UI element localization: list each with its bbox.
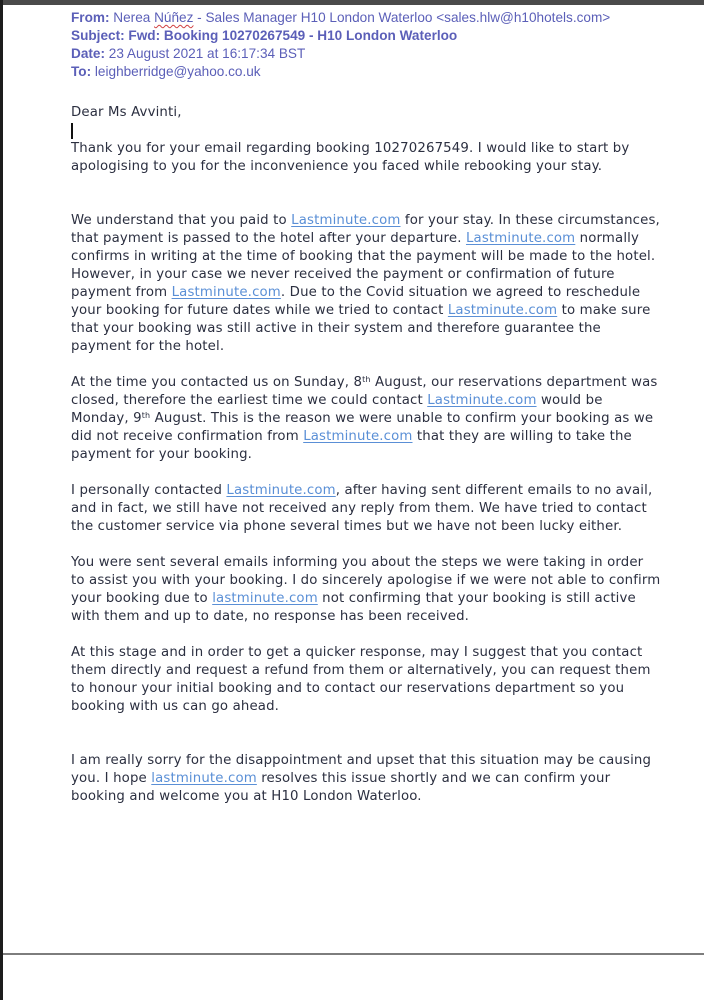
to-value: leighberridge@yahoo.co.uk <box>94 64 261 79</box>
text: not confirming that your booking is still active with them and up to date, no response has been received. <box>71 591 636 624</box>
to-label: To: <box>71 64 92 79</box>
paragraph-payment <box>71 212 661 356</box>
text: resolves this issue shortly and we can confirm your booking and welcome you at H10 London Waterloo. <box>71 771 611 804</box>
date-label: Date: <box>71 46 105 61</box>
ordinal-suffix: th <box>141 411 151 420</box>
from-row <box>71 9 610 27</box>
date-row <box>71 45 610 63</box>
text: , after having sent different emails to no avail, and in fact, we still have not received any reply from them. We have tried to contact the customer service via phone several times but we have not been lucky either. <box>71 483 653 534</box>
from-name-prefix: Nerea <box>113 10 155 25</box>
lastminute-link[interactable]: Lastminute.com <box>427 393 537 408</box>
spacer <box>71 536 661 554</box>
paragraph-personal-contact <box>71 482 661 536</box>
spacer <box>71 356 661 374</box>
subject-label: Subject: <box>71 28 125 43</box>
ordinal-suffix: th <box>362 375 371 384</box>
paragraph-apology <box>71 554 661 626</box>
text: would be Monday, 9 <box>71 393 603 426</box>
text: You were sent several emails informing you about the steps we were taking in order to assist you with your booking. I do sincerely apologise if we were not able to confirm your booking due to <box>71 555 661 606</box>
text: to make sure that your booking was still active in their system and therefore guarantee the payment for the hotel. <box>71 303 651 354</box>
spacer <box>71 176 661 212</box>
text: We understand that you paid to <box>71 213 292 228</box>
spacer <box>71 464 661 482</box>
text: I personally contacted <box>71 483 227 498</box>
text: I am really sorry for the disappointment and upset that this situation may be causing you. I hope <box>71 753 652 786</box>
lastminute-link[interactable]: Lastminute.com <box>171 285 281 300</box>
from-label: From: <box>71 10 110 25</box>
lastminute-link[interactable]: Lastminute.com <box>291 213 401 228</box>
page-divider <box>3 953 704 955</box>
text-cursor-line <box>71 122 661 140</box>
spacer <box>71 716 661 752</box>
email-body[interactable] <box>71 104 661 806</box>
subject-row <box>71 27 610 45</box>
lastminute-link[interactable]: Lastminute.com <box>447 303 558 318</box>
lastminute-link[interactable]: Lastminute.com <box>465 231 576 246</box>
email-headers <box>71 9 610 81</box>
spacer <box>71 626 661 644</box>
paragraph-suggestion: At this stage and in order to get a quicker response, may I suggest that you contact them directly and request a refund from them or alternatively, you can request them to honour your initial booking and to contact our reservations department so you booking with us can go ahead. <box>71 645 651 714</box>
text: At the time you contacted us on Sunday, 8 <box>71 375 363 390</box>
text: for your stay. In these circumstances, that payment is passed to the hotel after your departure. <box>71 213 660 246</box>
date-value: 23 August 2021 at 16:17:34 BST <box>108 46 306 61</box>
text: August. This is the reason we were unable to confirm your booking as we did not receive confirmation from <box>71 411 654 444</box>
lastminute-link[interactable]: lastminute.com <box>151 771 257 786</box>
lastminute-link[interactable]: lastminute.com <box>212 591 318 606</box>
subject-value: Fwd: Booking 10270267549 - H10 London Waterloo <box>128 28 458 43</box>
greeting: Dear Ms Avvinti, <box>71 105 182 120</box>
from-surname-spellcheck: Núñez <box>154 10 194 25</box>
paragraph-contact-timing <box>71 374 661 464</box>
text-caret <box>71 123 73 139</box>
paragraph-thank-you: Thank you for your email regarding booking 10270267549. I would like to start by apologising to you for the inconvenience you faced while rebooking your stay. <box>71 141 630 174</box>
lastminute-link[interactable]: Lastminute.com <box>226 483 336 498</box>
lastminute-link[interactable]: Lastminute.com <box>303 429 413 444</box>
text: normally confirms in writing at the time of booking that the payment will be made to the hotel. However, in your case we never received the payment or confirmation of future payment from <box>71 231 656 300</box>
text: . Due to the Covid situation we agreed to reschedule your booking for future dates while we tried to contact <box>71 285 641 318</box>
text: that they are willing to take the payment for your booking. <box>71 429 632 462</box>
to-row <box>71 63 610 81</box>
from-rest: - Sales Manager H10 London Waterloo <sales.hlw@h10hotels.com> <box>193 10 611 25</box>
text: August, our reservations department was closed, therefore the earliest time we could contact <box>71 375 658 408</box>
paragraph-closing <box>71 752 661 806</box>
